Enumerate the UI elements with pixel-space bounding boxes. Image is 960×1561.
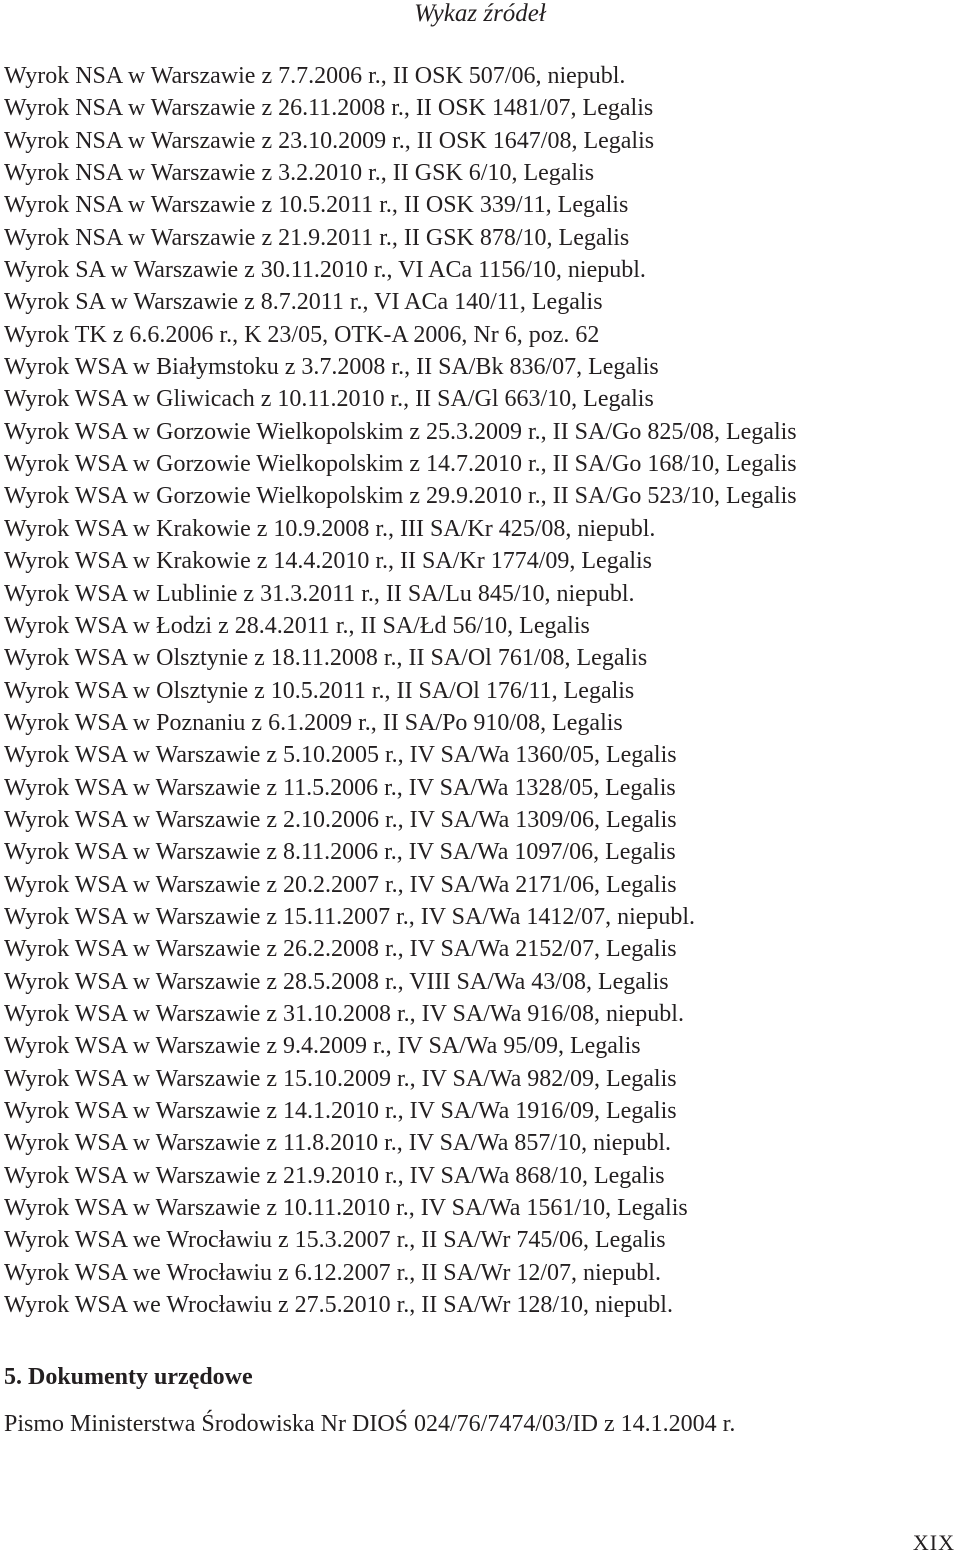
ruling-list-item: Wyrok WSA w Gorzowie Wielkopolskim z 14.7.2010 r., II SA/Go 168/10, Legalis	[4, 451, 797, 478]
ruling-list-item: Wyrok WSA w Warszawie z 2.10.2006 r., IV SA/Wa 1309/06, Legalis	[4, 806, 677, 833]
ruling-list-item: Wyrok SA w Warszawie z 30.11.2010 r., VI ACa 1156/10, niepubl.	[4, 257, 646, 284]
ruling-list-item: Wyrok WSA w Białymstoku z 3.7.2008 r., II SA/Bk 836/07, Legalis	[4, 354, 659, 381]
ruling-list-item: Wyrok WSA we Wrocławiu z 6.12.2007 r., II SA/Wr 12/07, niepubl.	[4, 1259, 661, 1286]
ruling-list-item: Wyrok WSA w Warszawie z 9.4.2009 r., IV SA/Wa 95/09, Legalis	[4, 1033, 641, 1060]
ruling-list-item: Wyrok NSA w Warszawie z 10.5.2011 r., II OSK 339/11, Legalis	[4, 192, 629, 219]
ruling-list-item: Wyrok WSA w Gorzowie Wielkopolskim z 29.9.2010 r., II SA/Go 523/10, Legalis	[4, 483, 797, 510]
official-document-entry: Pismo Ministerstwa Środowiska Nr DIOŚ 024/76/7474/03/ID z 14.1.2004 r.	[4, 1411, 736, 1437]
rulings-list	[4, 60, 954, 1321]
ruling-list-item: Wyrok WSA we Wrocławiu z 15.3.2007 r., II SA/Wr 745/06, Legalis	[4, 1227, 666, 1254]
ruling-list-item: Wyrok WSA w Gliwicach z 10.11.2010 r., II SA/Gl 663/10, Legalis	[4, 386, 654, 413]
ruling-list-item: Wyrok WSA w Poznaniu z 6.1.2009 r., II SA/Po 910/08, Legalis	[4, 709, 623, 736]
ruling-list-item: Wyrok NSA w Warszawie z 23.10.2009 r., II OSK 1647/08, Legalis	[4, 127, 655, 154]
ruling-list-item: Wyrok SA w Warszawie z 8.7.2011 r., VI ACa 140/11, Legalis	[4, 289, 603, 316]
section-heading: 5. Dokumenty urzędowe	[4, 1364, 253, 1390]
ruling-list-item: Wyrok WSA w Warszawie z 21.9.2010 r., IV SA/Wa 868/10, Legalis	[4, 1162, 665, 1189]
ruling-list-item: Wyrok WSA w Olsztynie z 18.11.2008 r., II SA/Ol 761/08, Legalis	[4, 645, 648, 672]
ruling-list-item: Wyrok WSA w Warszawie z 14.1.2010 r., IV SA/Wa 1916/09, Legalis	[4, 1098, 677, 1124]
ruling-list-item: Wyrok WSA w Krakowie z 14.4.2010 r., II SA/Kr 1774/09, Legalis	[4, 548, 653, 575]
ruling-list-item: Wyrok NSA w Warszawie z 26.11.2008 r., II OSK 1481/07, Legalis	[4, 95, 654, 122]
ruling-list-item: Wyrok WSA w Łodzi z 28.4.2011 r., II SA/Łd 56/10, Legalis	[4, 612, 590, 639]
ruling-list-item: Wyrok WSA w Warszawie z 26.2.2008 r., IV SA/Wa 2152/07, Legalis	[4, 936, 677, 963]
ruling-list-item: Wyrok WSA w Gorzowie Wielkopolskim z 25.3.2009 r., II SA/Go 825/08, Legalis	[4, 418, 797, 445]
ruling-list-item: Wyrok WSA w Warszawie z 20.2.2007 r., IV SA/Wa 2171/06, Legalis	[4, 871, 677, 898]
ruling-list-item: Wyrok TK z 6.6.2006 r., K 23/05, OTK-A 2006, Nr 6, poz. 62	[4, 321, 600, 348]
ruling-list-item: Wyrok NSA w Warszawie z 21.9.2011 r., II GSK 878/10, Legalis	[4, 224, 630, 251]
page-number: XIX	[912, 1530, 955, 1555]
ruling-list-item: Wyrok WSA w Krakowie z 10.9.2008 r., III SA/Kr 425/08, niepubl.	[4, 515, 656, 542]
ruling-list-item: Wyrok WSA w Warszawie z 8.11.2006 r., IV SA/Wa 1097/06, Legalis	[4, 839, 676, 866]
ruling-list-item: Wyrok WSA w Lublinie z 31.3.2011 r., II SA/Lu 845/10, niepubl.	[4, 580, 635, 607]
running-header-title: Wykaz źródeł	[414, 0, 546, 27]
ruling-list-item: Wyrok NSA w Warszawie z 7.7.2006 r., II OSK 507/06, niepubl.	[4, 63, 626, 89]
ruling-list-item: Wyrok WSA w Warszawie z 11.5.2006 r., IV SA/Wa 1328/05, Legalis	[4, 774, 676, 801]
ruling-list-item: Wyrok WSA w Olsztynie z 10.5.2011 r., II SA/Ol 176/11, Legalis	[4, 677, 635, 704]
running-header	[0, 0, 960, 28]
ruling-list-item: Wyrok WSA we Wrocławiu z 27.5.2010 r., II SA/Wr 128/10, niepubl.	[4, 1292, 673, 1319]
ruling-list-item: Wyrok WSA w Warszawie z 15.10.2009 r., IV SA/Wa 982/09, Legalis	[4, 1065, 677, 1092]
ruling-list-item: Wyrok WSA w Warszawie z 15.11.2007 r., IV SA/Wa 1412/07, niepubl.	[4, 903, 696, 930]
ruling-list-item: Wyrok WSA w Warszawie z 28.5.2008 r., VIII SA/Wa 43/08, Legalis	[4, 968, 669, 995]
ruling-list-item: Wyrok WSA w Warszawie z 31.10.2008 r., IV SA/Wa 916/08, niepubl.	[4, 1000, 684, 1027]
ruling-list-item: Wyrok WSA w Warszawie z 5.10.2005 r., IV SA/Wa 1360/05, Legalis	[4, 742, 677, 769]
ruling-list-item: Wyrok WSA w Warszawie z 11.8.2010 r., IV SA/Wa 857/10, niepubl.	[4, 1130, 672, 1157]
ruling-list-item: Wyrok NSA w Warszawie z 3.2.2010 r., II GSK 6/10, Legalis	[4, 160, 595, 187]
ruling-list-item: Wyrok WSA w Warszawie z 10.11.2010 r., IV SA/Wa 1561/10, Legalis	[4, 1195, 688, 1222]
